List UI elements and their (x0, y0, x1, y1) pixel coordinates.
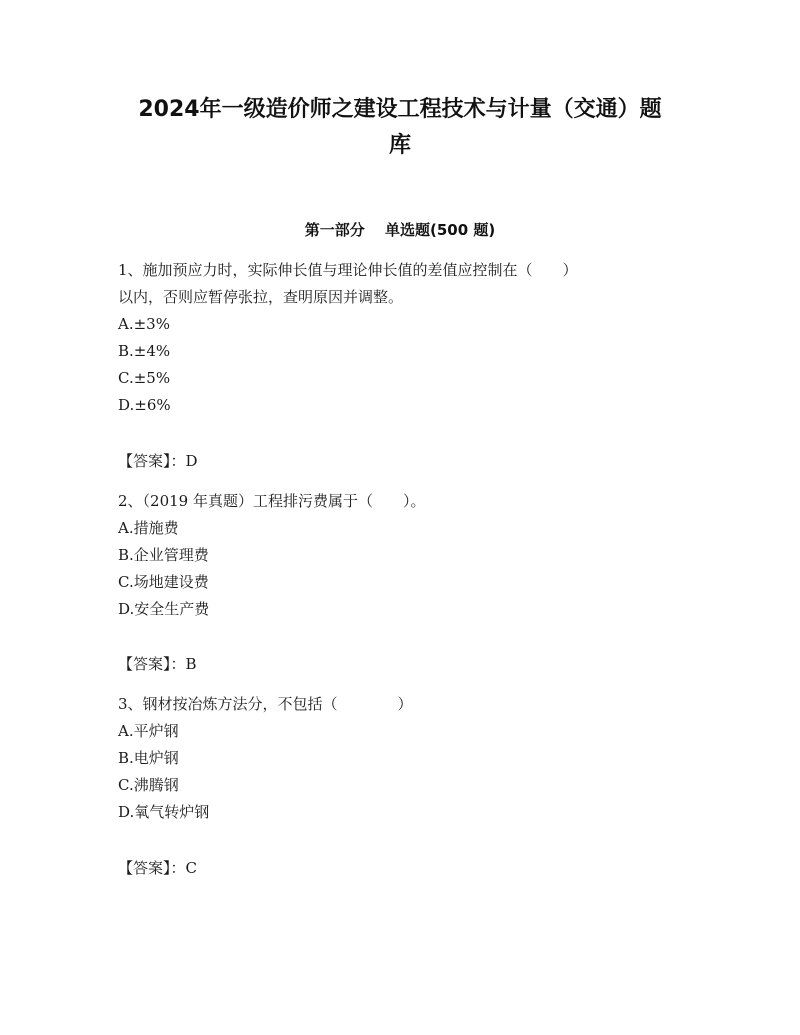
question-1-option-d: D.±6% (118, 396, 171, 414)
question-1-stem-line-2: 以内，否则应暂停张拉，查明原因并调整。 (118, 288, 404, 306)
question-1-option-b: B.±4% (118, 342, 171, 360)
question-2-option-b: B.企业管理费 (118, 546, 209, 564)
question-3-option-b: B.电炉钢 (118, 749, 179, 767)
question-2-answer: 【答案】：B (118, 655, 197, 673)
question-1-stem-line-1: 1、施加预应力时，实际伸长值与理论伸长值的差值应控制在（ ） (118, 261, 578, 279)
question-3-option-a: A.平炉钢 (118, 722, 179, 740)
question-3-option-c: C.沸腾钢 (118, 776, 179, 794)
section-title: 第一部分 单选题(500 题) (304, 221, 496, 239)
question-3-option-d: D.氧气转炉钢 (118, 803, 210, 821)
document-title-line-2: 库 (388, 133, 411, 158)
document-title-line-1: 2024年一级造价师之建设工程技术与计量（交通）题 (138, 97, 662, 122)
question-3-stem: 3、钢材按冶炼方法分，不包括（ ） (118, 695, 413, 713)
question-3-answer: 【答案】：C (118, 859, 197, 877)
question-1-option-c: C.±5% (118, 369, 171, 387)
question-2-option-c: C.场地建设费 (118, 573, 209, 591)
question-1-option-a: A.±3% (118, 315, 170, 333)
question-2-option-a: A.措施费 (118, 519, 179, 537)
question-2-stem: 2、（2019 年真题）工程排污费属于（ ）。 (118, 492, 426, 510)
question-2-option-d: D.安全生产费 (118, 600, 210, 618)
question-1-answer: 【答案】：D (118, 452, 198, 470)
